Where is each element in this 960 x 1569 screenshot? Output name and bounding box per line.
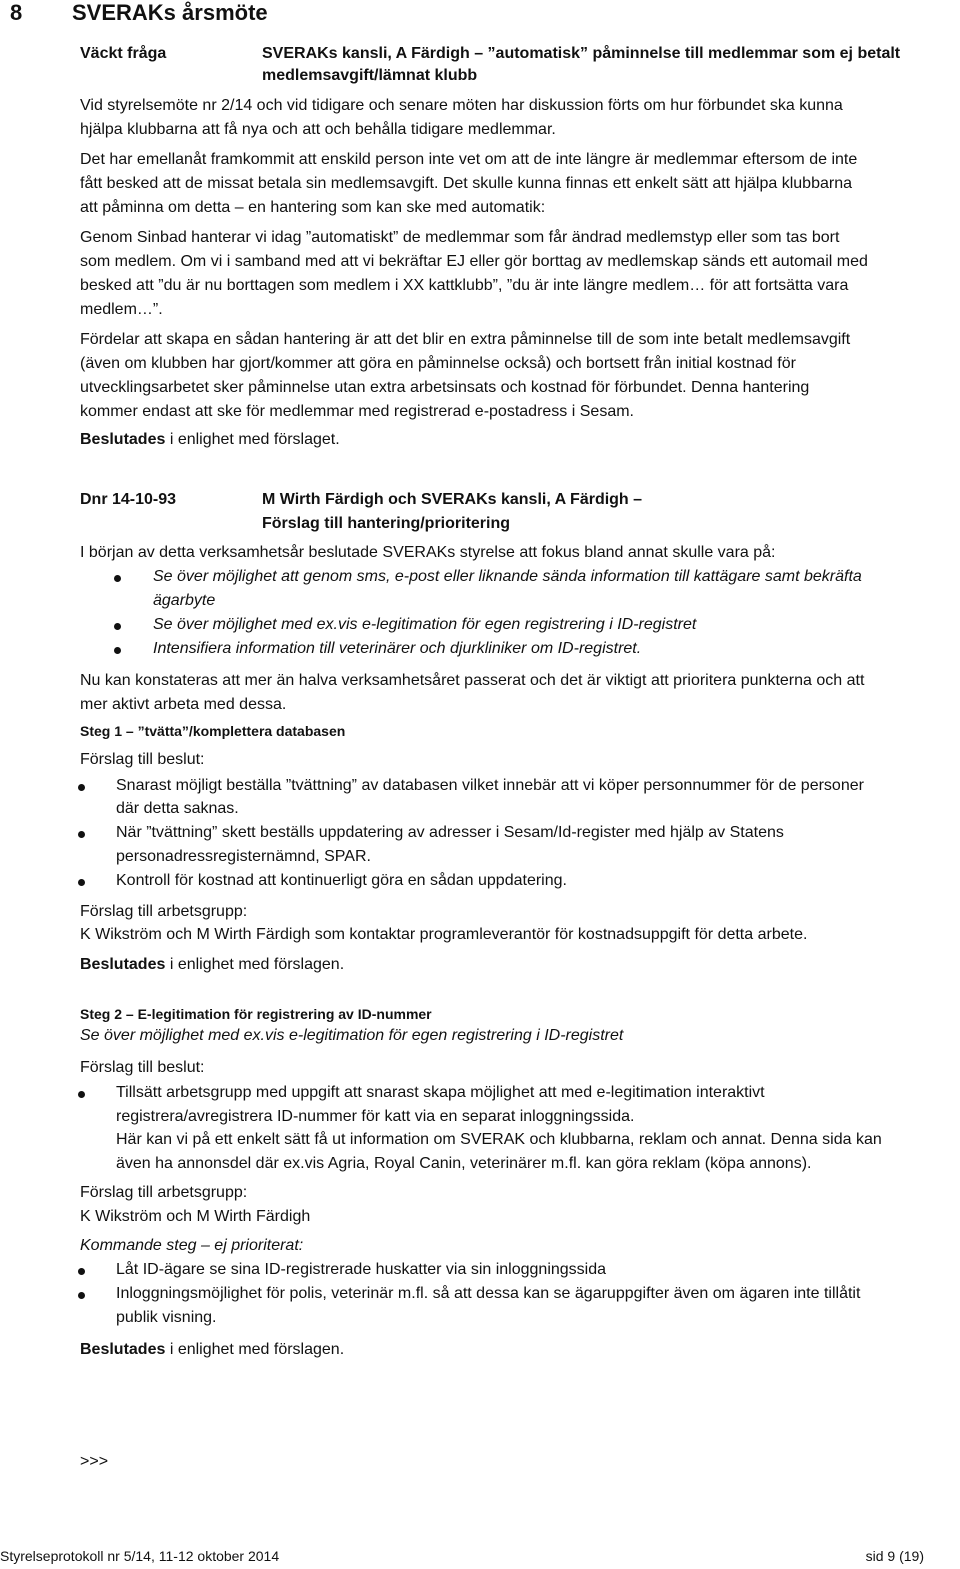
item1-para4-line3: utvecklingsarbetet sker påminnelse utan extra arbetsinsats och kostnad för förbundet. Denna hantering — [80, 379, 810, 396]
step2-proposal-label: Förslag till beslut: — [80, 1059, 205, 1076]
future-bullet-2-line2: publik visning. — [116, 1309, 217, 1326]
item1-para2-line3: att påminna om detta – en hantering som kan ske med automatik: — [80, 199, 546, 216]
focus-bullet-2: Se över möjlighet med ex.vis e-legitimation för egen registrering i ID-registret — [153, 616, 697, 633]
step2-sub: Se över möjlighet med ex.vis e-legitimation för egen registrering i ID-registret — [80, 1027, 624, 1044]
item1-para3-line2: som medlem. Om vi i samband med att vi bekräftar EJ eller gör borttag av medlemskap sänds ett automail med — [80, 253, 868, 270]
step1-group-text: K Wikström och M Wirth Färdigh som kontaktar programleverantör för kostnadsuppgift för detta arbete. — [80, 926, 808, 943]
continuation-marker: >>> — [80, 1453, 109, 1470]
item1-para4-line1: Fördelar att skapa en sådan hantering är att det blir en extra påminnelse till de som inte betalt medlemsavgift — [80, 331, 851, 348]
bullet-dot — [114, 623, 121, 630]
step2-bullet-line1: Tillsätt arbetsgrupp med uppgift att snarast skapa möjlighet att med e-legitimation interaktivt — [116, 1084, 765, 1101]
bullet-dot — [78, 1091, 85, 1098]
step2-bullet-line4: även ha annonsdel där ex.vis Agria, Royal Canin, veterinärer m.fl. kan göra reklam (köpa annons). — [116, 1155, 812, 1172]
item1-decision-bold: Beslutades — [80, 431, 166, 448]
step2-bullet-line3: Här kan vi på ett enkelt sätt få ut information om SVERAK och klubbarna, reklam och annat. Denna sida kan — [116, 1131, 882, 1148]
footer-page-number: sid 9 (19) — [865, 1548, 924, 1564]
item1-para1-line2: hjälpa klubbarna att få nya och att och behålla tidigare medlemmar. — [80, 121, 556, 138]
step2-group-text: K Wikström och M Wirth Färdigh — [80, 1208, 311, 1225]
item1-para3-line4: medlem…”. — [80, 301, 163, 318]
step1-decision-bold: Beslutades — [80, 956, 166, 973]
item1-label: Väckt fråga — [80, 45, 167, 62]
item1-para2-line2: fått besked att de missat betala sin medlemsavgift. Det skulle kunna finnas ett enkelt sätt att hjälpa klubbarna — [80, 175, 852, 192]
item1-para4-line2: (även om klubben har gjort/kommer att göra en påminnelse också) och bortsett från initial kostnad för — [80, 355, 796, 372]
item1-para2-line1: Det har emellanåt framkommit att enskild person inte vet om att de inte längre är medlemmar eftersom de inte — [80, 151, 858, 168]
step1-bullet-2-line1: När ”tvättning” skett beställs uppdatering av adresser i Sesam/Id-register med hjälp av Statens — [116, 824, 784, 841]
item1-para1-line1: Vid styrelsemöte nr 2/14 och vid tidigare och senare möten har diskussion förts om hur förbundet ska kunna — [80, 97, 843, 114]
future-bullet-1: Låt ID-ägare se sina ID-registrerade huskatter via sin inloggningssida — [116, 1261, 607, 1278]
final-decision-bold: Beslutades — [80, 1341, 166, 1358]
item1-para3-line1: Genom Sinbad hanterar vi idag ”automatiskt” de medlemmar som får ändrad medlemstyp eller som tas bort — [80, 229, 840, 246]
step2-group-label: Förslag till arbetsgrupp: — [80, 1184, 248, 1201]
step1-group-label: Förslag till arbetsgrupp: — [80, 903, 248, 920]
final-decision-rest: i enlighet med förslagen. — [165, 1341, 345, 1358]
item2-status-line1: Nu kan konstateras att mer än halva verksamhetsåret passerat och det är viktigt att prioritera punkterna och att — [80, 672, 865, 689]
section-number: 8 — [10, 0, 23, 25]
item1-heading-line1: SVERAKs kansli, A Färdigh – ”automatisk” påminnelse till medlemmar som ej betalt — [262, 45, 901, 62]
item2-heading-line2: Förslag till hantering/prioritering — [262, 515, 511, 532]
footer-protocol: Styrelseprotokoll nr 5/14, 11-12 oktober 2014 — [0, 1548, 280, 1564]
focus-bullet-1-line2: ägarbyte — [153, 592, 216, 609]
step1-bullet-3: Kontroll för kostnad att kontinuerligt göra en sådan uppdatering. — [116, 872, 567, 889]
item1-para3-line3: besked att ”du är nu borttagen som medlem i XX kattklubb”, ”du är inte längre medlem… för att fortsätta vara — [80, 277, 849, 294]
step2-heading: Steg 2 – E-legitimation för registrering av ID-nummer — [80, 1006, 432, 1022]
final-decision — [80, 1338, 344, 1362]
future-heading: Kommande steg – ej prioriterat: — [80, 1237, 304, 1254]
item1-heading-line2: medlemsavgift/lämnat klubb — [262, 67, 478, 84]
bullet-dot — [78, 879, 85, 886]
item2-heading-line1: M Wirth Färdigh och SVERAKs kansli, A Färdigh – — [262, 491, 643, 508]
step1-decision-rest: i enlighet med förslagen. — [165, 956, 345, 973]
bullet-dot — [78, 1292, 85, 1299]
item1-decision-rest: i enlighet med förslaget. — [165, 431, 340, 448]
bullet-dot — [78, 784, 85, 791]
step2-bullet-line2: registrera/avregistrera ID-nummer för katt via en separat inloggningssida. — [116, 1108, 635, 1125]
item2-label: Dnr 14-10-93 — [80, 491, 177, 508]
step1-bullet-1-line2: där detta saknas. — [116, 800, 239, 817]
bullet-dot — [78, 1268, 85, 1275]
step1-decision — [80, 953, 344, 977]
item2-intro: I början av detta verksamhetsår beslutade SVERAKs styrelse att fokus bland annat skulle vara på: — [80, 544, 776, 561]
focus-bullet-1-line1: Se över möjlighet att genom sms, e-post eller liknande sända information till kattägare samt bekräfta — [153, 568, 862, 585]
item1-para4-line4: kommer endast att ske för medlemmar med registrerad e-postadress i Sesam. — [80, 403, 634, 420]
section-title: SVERAKs årsmöte — [72, 0, 268, 25]
bullet-dot — [114, 575, 121, 582]
bullet-dot — [114, 647, 121, 654]
item1-decision — [80, 428, 340, 452]
future-bullet-2-line1: Inloggningsmöjlighet för polis, veterinär m.fl. så att dessa kan se ägaruppgifter även om ägaren inte tillåtit — [116, 1285, 861, 1302]
focus-bullet-3: Intensifiera information till veterinärer och djurkliniker om ID-registret. — [153, 640, 642, 657]
step1-bullet-1-line1: Snarast möjligt beställa ”tvättning” av databasen vilket innebär att vi köper personnummer för de personer — [116, 777, 864, 794]
bullet-dot — [78, 831, 85, 838]
step1-heading: Steg 1 – ”tvätta”/komplettera databasen — [80, 723, 346, 739]
item2-status-line2: mer aktivt arbeta med dessa. — [80, 696, 287, 713]
step1-bullet-2-line2: personadressregisternämnd, SPAR. — [116, 848, 371, 865]
step1-proposal-label: Förslag till beslut: — [80, 751, 205, 768]
